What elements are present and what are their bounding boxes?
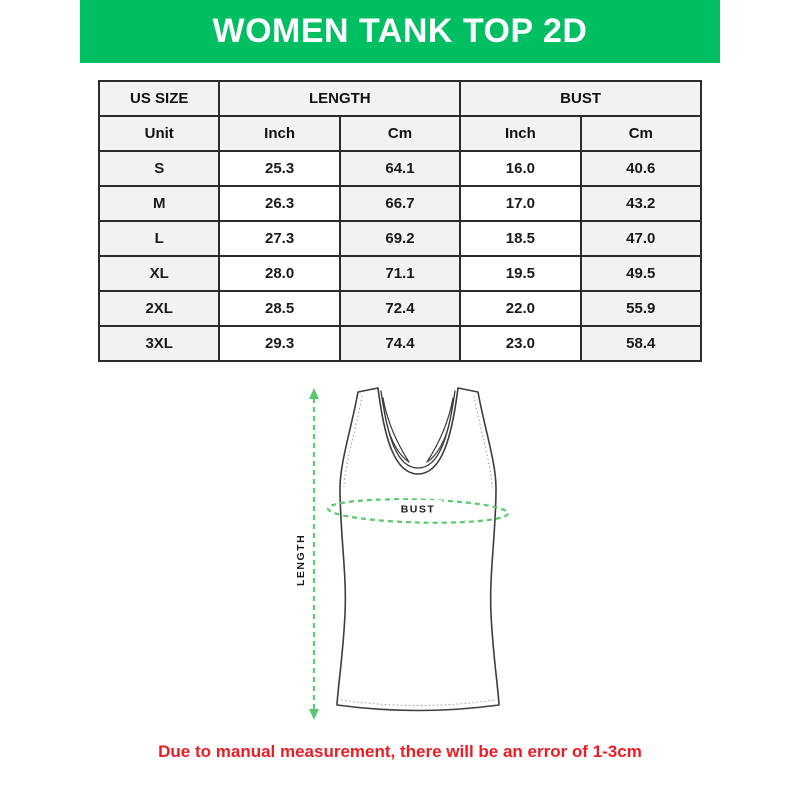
table-row: [99, 186, 701, 221]
length-cm-value: 74.4: [340, 326, 460, 361]
size-value: S: [99, 151, 219, 186]
length-label: LENGTH: [295, 533, 307, 586]
bust-inch-value: 18.5: [460, 221, 580, 256]
bust-inch-value: 17.0: [460, 186, 580, 221]
page-title: WOMEN TANK TOP 2D: [212, 12, 588, 50]
table-row: [99, 256, 701, 291]
table-row: [99, 326, 701, 361]
tank-outline: [337, 388, 499, 711]
length-cm-value: 71.1: [340, 256, 460, 291]
bust-cm-value: 55.9: [581, 291, 701, 326]
length-inch-value: 26.3: [219, 186, 339, 221]
length-inch-value: 25.3: [219, 151, 339, 186]
size-value: 3XL: [99, 326, 219, 361]
bust-cm-value: 58.4: [581, 326, 701, 361]
bust-label: BUST: [400, 503, 436, 516]
bust-cm-value: 49.5: [581, 256, 701, 291]
length-cm-value: 69.2: [340, 221, 460, 256]
table-row: [99, 221, 701, 256]
bust-inch-value: 19.5: [460, 256, 580, 291]
measurement-disclaimer: Due to manual measurement, there will be an error of 1-3cm: [158, 742, 642, 761]
bust-cm-value: 47.0: [581, 221, 701, 256]
length-inch-value: 28.5: [219, 291, 339, 326]
size-value: XL: [99, 256, 219, 291]
table-header-row: [99, 81, 701, 116]
tank-top-diagram: [0, 384, 800, 736]
table-row: [99, 291, 701, 326]
length-cm-label: Cm: [340, 116, 460, 151]
table-row: [99, 151, 701, 186]
arrow-up-icon: [309, 388, 319, 399]
bust-inch-value: 22.0: [460, 291, 580, 326]
length-cm-value: 66.7: [340, 186, 460, 221]
bust-inch-label: Inch: [460, 116, 580, 151]
length-cm-value: 72.4: [340, 291, 460, 326]
size-chart-table: [98, 80, 702, 362]
arrow-down-icon: [309, 709, 319, 720]
bust-cm-label: Cm: [581, 116, 701, 151]
table-unit-row: [99, 116, 701, 151]
unit-label: Unit: [99, 116, 219, 151]
title-banner: [80, 0, 720, 63]
size-value: M: [99, 186, 219, 221]
length-inch-label: Inch: [219, 116, 339, 151]
header-us-size: US SIZE: [99, 81, 219, 116]
length-inch-value: 29.3: [219, 326, 339, 361]
length-inch-value: 28.0: [219, 256, 339, 291]
bust-inch-value: 23.0: [460, 326, 580, 361]
length-inch-value: 27.3: [219, 221, 339, 256]
bust-cm-value: 40.6: [581, 151, 701, 186]
bust-cm-value: 43.2: [581, 186, 701, 221]
size-value: 2XL: [99, 291, 219, 326]
header-length: LENGTH: [219, 81, 460, 116]
header-bust: BUST: [460, 81, 701, 116]
tank-top-illustration: [290, 384, 530, 729]
length-cm-value: 64.1: [340, 151, 460, 186]
bust-inch-value: 16.0: [460, 151, 580, 186]
size-value: L: [99, 221, 219, 256]
